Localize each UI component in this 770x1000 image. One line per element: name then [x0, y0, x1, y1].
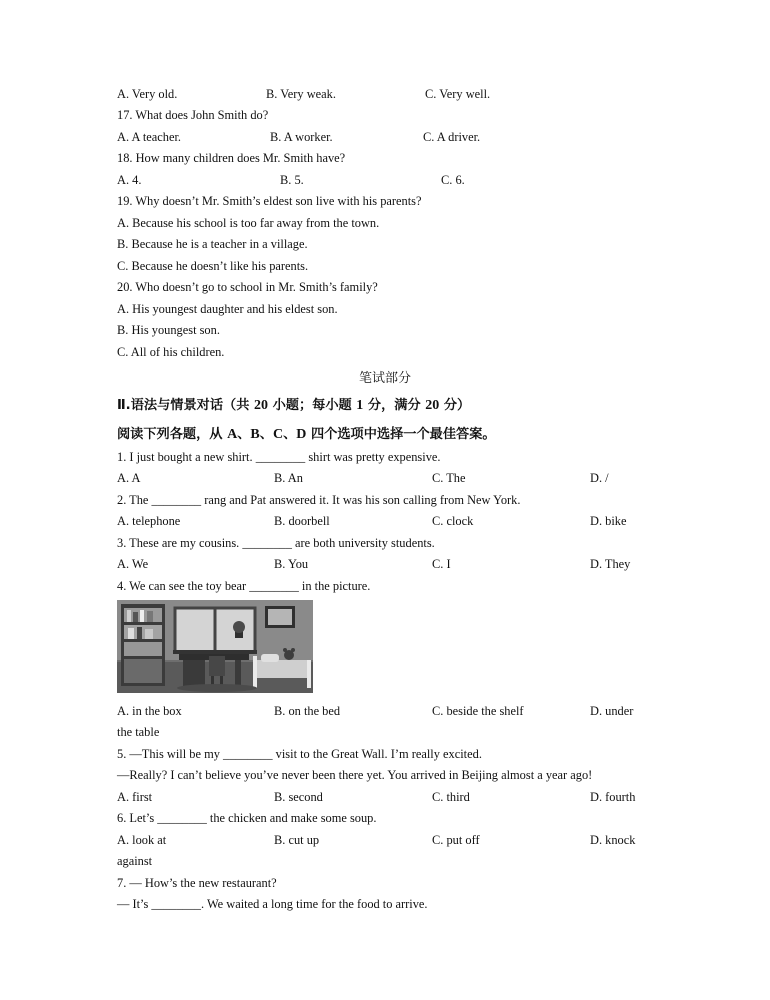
q2-option-b: B. doorbell	[274, 514, 330, 528]
q18-option-a: A. 4.	[117, 173, 142, 187]
q5-option-d: D. fourth	[590, 790, 636, 804]
q2-option-a: A. telephone	[117, 514, 181, 528]
q5-stem-line2: —Really? I can’t believe you’ve never been there yet. You arrived in Beijing almost a year ago!	[117, 768, 593, 782]
q6-stem: 6. Let’s ________ the chicken and make some soup.	[117, 811, 377, 825]
q3-option-c: C. I	[432, 557, 451, 571]
q16-option-b: B. Very weak.	[266, 87, 336, 101]
q3-option-b: B. You	[274, 557, 309, 571]
q4-option-d: D. under	[590, 704, 634, 718]
q1-option-d: D. /	[590, 471, 609, 485]
q16-option-a: A. Very old.	[117, 87, 178, 101]
q5-option-b: B. second	[274, 790, 323, 804]
q19-option-b: B. Because he is a teacher in a village.	[117, 237, 308, 251]
q20-option-c: C. All of his children.	[117, 345, 225, 359]
q19-option-c: C. Because he doesn’t like his parents.	[117, 259, 309, 273]
q1-option-a: A. A	[117, 471, 141, 485]
q5-option-c: C. third	[432, 790, 470, 804]
q2-option-c: C. clock	[432, 514, 474, 528]
q3-option-d: D. They	[590, 557, 631, 571]
q17-stem: 17. What does John Smith do?	[117, 108, 269, 122]
q19-option-a: A. Because his school is too far away from the town.	[117, 216, 380, 230]
q7-stem-line2: — It’s ________. We waited a long time for the food to arrive.	[117, 897, 428, 911]
q20-option-a: A. His youngest daughter and his eldest son.	[117, 302, 338, 316]
section-instruction: 阅读下列各题，从 A、B、C、D 四个选项中选择一个最佳答案。	[117, 427, 496, 442]
q2-stem: 2. The ________ rang and Pat answered it. It was his son calling from New York.	[117, 493, 521, 507]
q19-stem: 19. Why doesn’t Mr. Smith’s eldest son live with his parents?	[117, 194, 422, 208]
q6-option-d: D. knock	[590, 833, 636, 847]
q1-option-b: B. An	[274, 471, 303, 485]
q4-option-b: B. on the bed	[274, 704, 341, 718]
q20-stem: 20. Who doesn’t go to school in Mr. Smith’s family?	[117, 280, 378, 294]
q6-option-b: B. cut up	[274, 833, 320, 847]
q1-option-c: C. The	[432, 471, 466, 485]
q17-option-a: A. A teacher.	[117, 130, 181, 144]
q6-option-d-wrap: against	[117, 854, 153, 868]
written-section-title: 笔试部分	[358, 371, 411, 386]
q17-option-c: C. A driver.	[423, 130, 481, 144]
bedroom-illustration	[117, 600, 313, 693]
q18-stem: 18. How many children does Mr. Smith have?	[117, 151, 346, 165]
q17-option-b: B. A worker.	[270, 130, 333, 144]
q20-option-b: B. His youngest son.	[117, 323, 220, 337]
q5-stem-line1: 5. —This will be my ________ visit to the Great Wall. I’m really excited.	[117, 747, 482, 761]
q2-option-d: D. bike	[590, 514, 627, 528]
q1-stem: 1. I just bought a new shirt. ________ shirt was pretty expensive.	[117, 450, 441, 464]
section-heading: Ⅱ.语法与情景对话（共 20 小题；每小题 1 分，满分 20 分）	[117, 398, 471, 413]
q18-option-c: C. 6.	[441, 173, 465, 187]
q6-option-a: A. look at	[117, 833, 167, 847]
q3-stem: 3. These are my cousins. ________ are both university students.	[117, 536, 435, 550]
q18-option-b: B. 5.	[280, 173, 304, 187]
q3-option-a: A. We	[117, 557, 149, 571]
q6-option-c: C. put off	[432, 833, 480, 847]
q5-option-a: A. first	[117, 790, 153, 804]
q4-option-a: A. in the box	[117, 704, 182, 718]
q4-option-c: C. beside the shelf	[432, 704, 524, 718]
q4-stem: 4. We can see the toy bear ________ in the picture.	[117, 579, 371, 593]
q7-stem-line1: 7. — How’s the new restaurant?	[117, 876, 277, 890]
q16-option-c: C. Very well.	[425, 87, 491, 101]
q4-option-d-wrap: the table	[117, 725, 160, 739]
